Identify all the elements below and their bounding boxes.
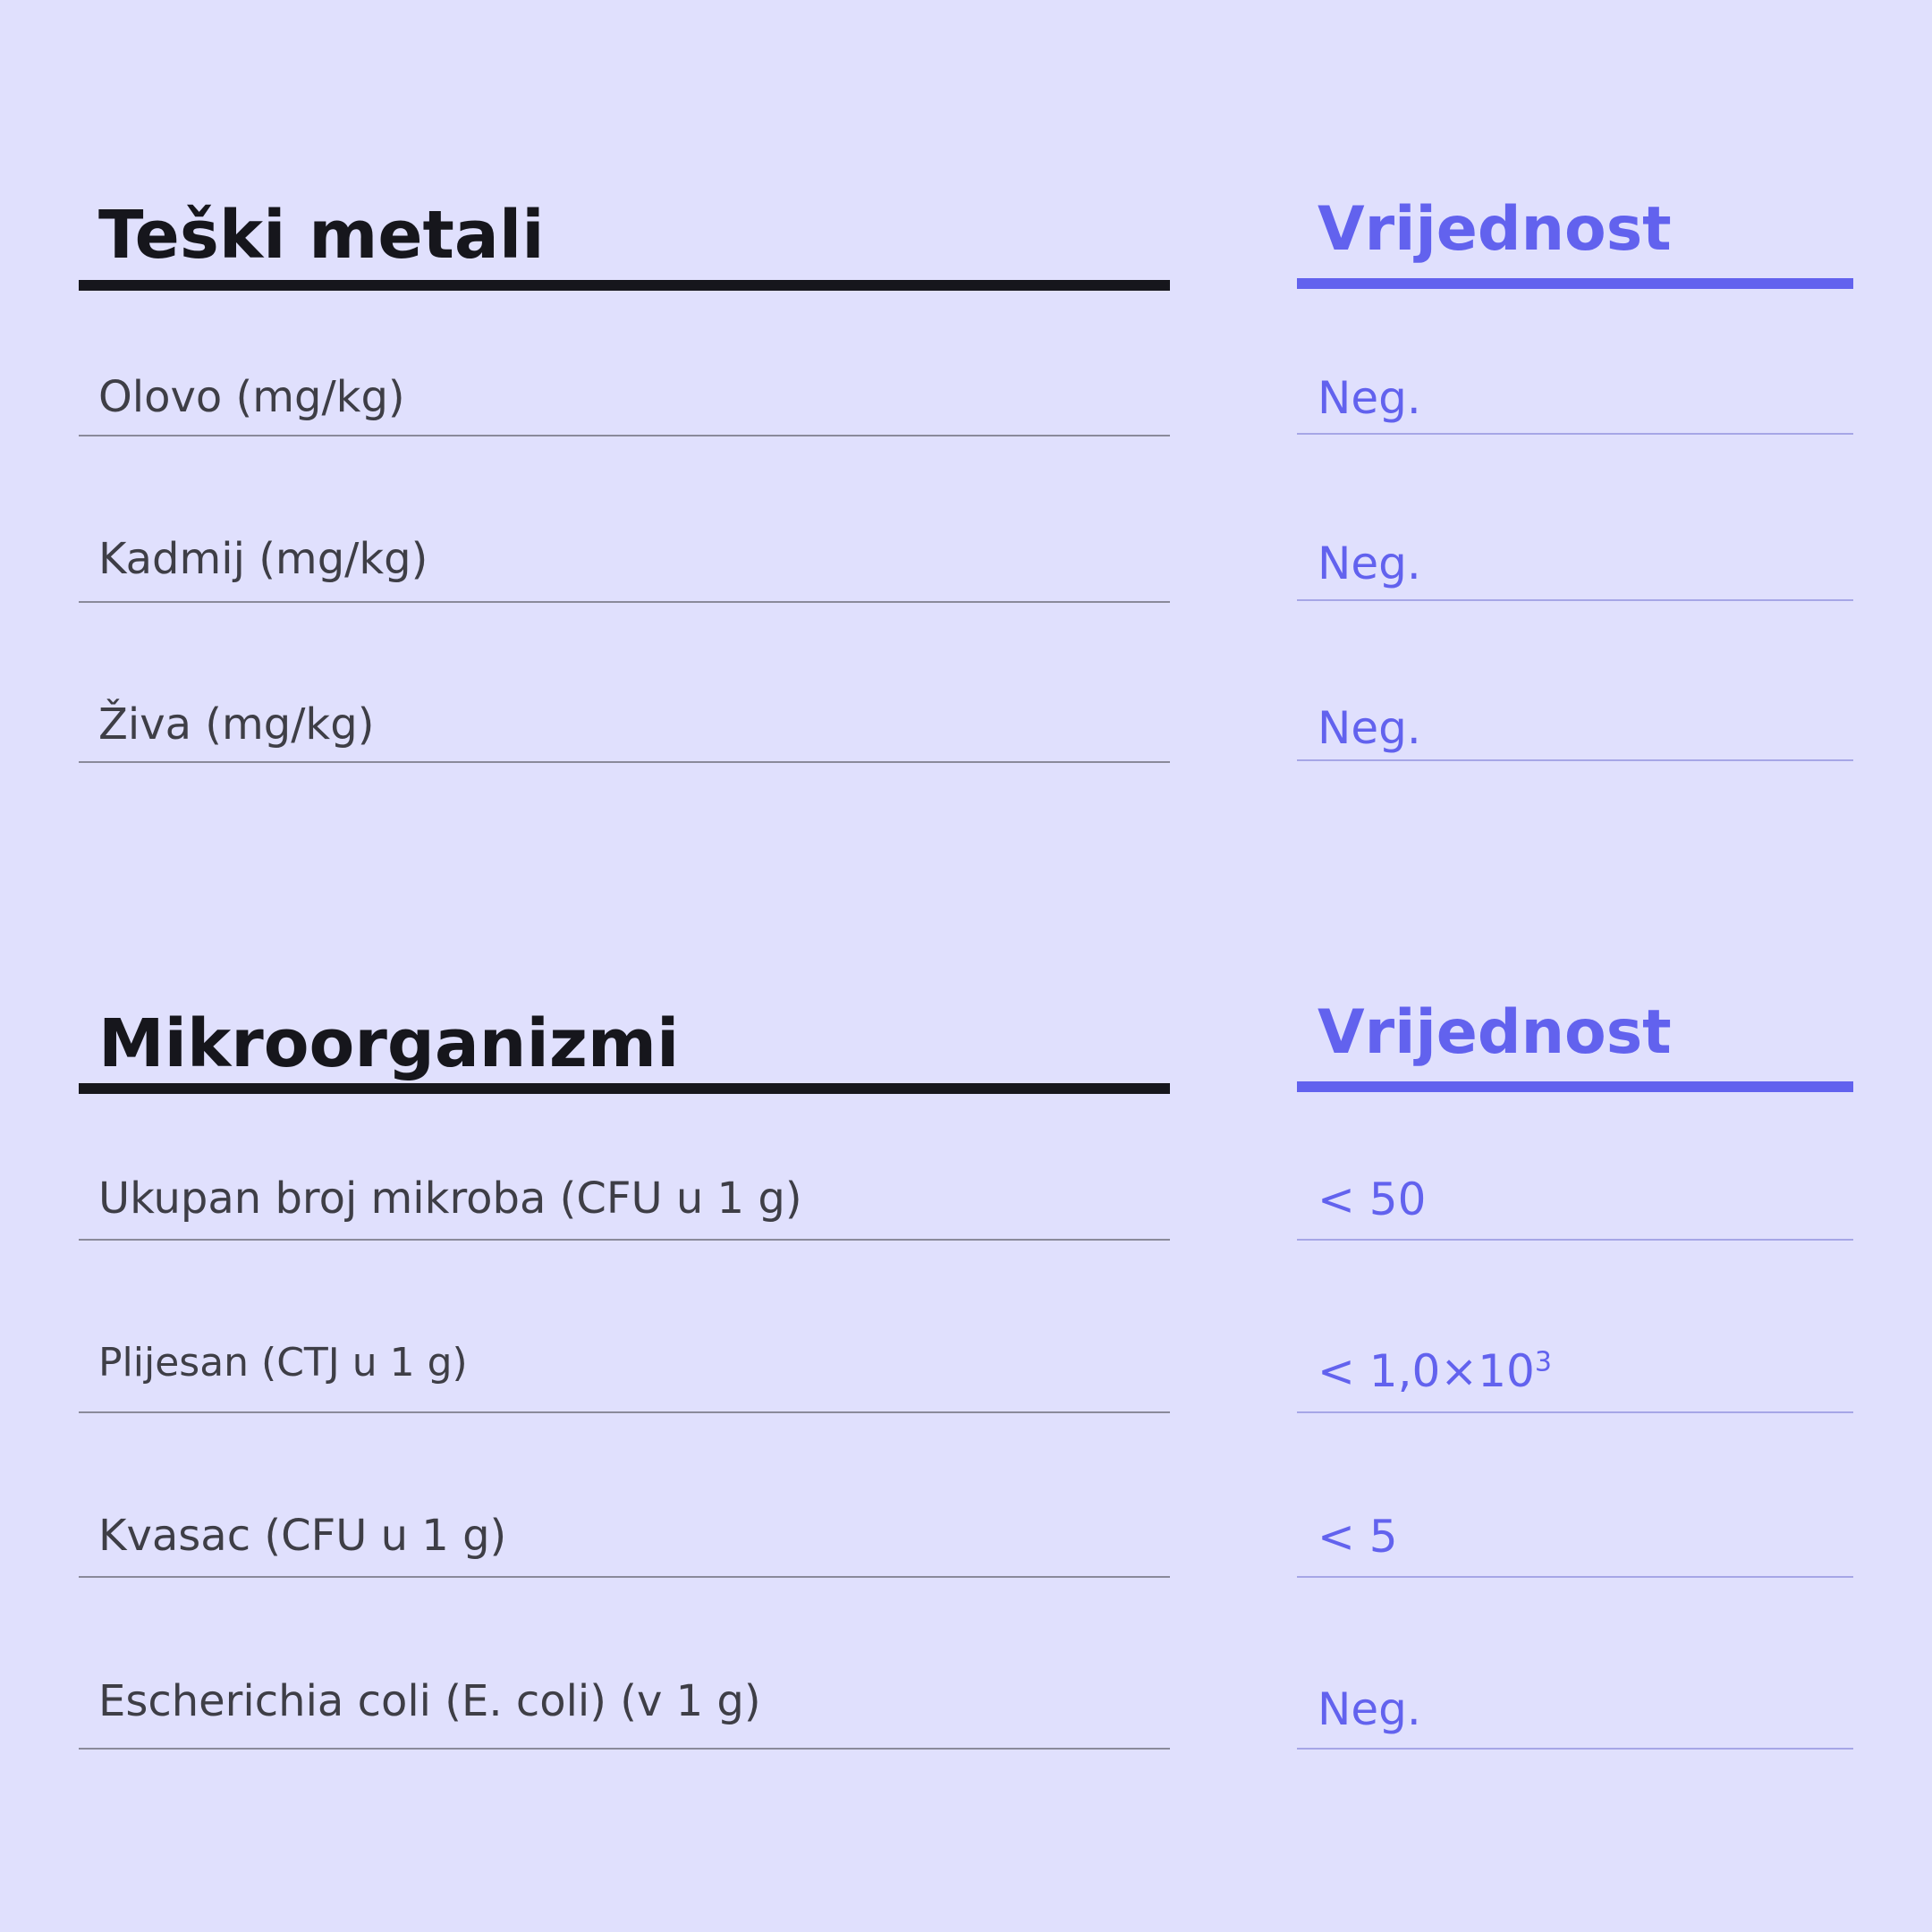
row-value-e-coli: Neg. — [1318, 1683, 1421, 1735]
row-label-cadmium: Kadmij (mg/kg) — [98, 534, 428, 584]
row-divider — [1297, 1748, 1853, 1750]
row-value-cadmium: Neg. — [1318, 538, 1421, 589]
microorganisms-title: Mikroorganizmi — [98, 1005, 680, 1082]
row-divider — [79, 435, 1170, 436]
row-label-lead: Olovo (mg/kg) — [98, 372, 405, 422]
row-divider — [79, 1411, 1170, 1413]
row-label-mold: Plijesan (CTJ u 1 g) — [98, 1340, 468, 1385]
heavy-metals-title: Teški metali — [98, 197, 545, 274]
row-divider — [79, 1748, 1170, 1750]
microorganisms-title-rule — [79, 1083, 1170, 1094]
row-value-mold-base: < 1,0×10 — [1318, 1345, 1535, 1397]
row-label-mercury: Živa (mg/kg) — [98, 699, 375, 750]
row-divider — [1297, 759, 1853, 761]
row-label-yeast: Kvasac (CFU u 1 g) — [98, 1511, 507, 1561]
row-label-total-microbes: Ukupan broj mikroba (CFU u 1 g) — [98, 1174, 802, 1224]
row-label-e-coli: Escherichia coli (E. coli) (v 1 g) — [98, 1676, 761, 1726]
row-divider — [1297, 433, 1853, 435]
row-value-total-microbes: < 50 — [1318, 1174, 1427, 1225]
row-value-yeast: < 5 — [1318, 1511, 1398, 1563]
row-divider — [79, 761, 1170, 763]
row-divider — [1297, 1576, 1853, 1578]
row-divider — [79, 601, 1170, 603]
heavy-metals-value-header-rule — [1297, 278, 1853, 289]
row-value-mercury: Neg. — [1318, 702, 1421, 754]
row-divider — [1297, 1239, 1853, 1241]
row-divider — [79, 1239, 1170, 1241]
row-divider — [1297, 1411, 1853, 1413]
row-value-mold-exponent: 3 — [1534, 1346, 1552, 1378]
heavy-metals-value-header: Vrijednost — [1318, 194, 1672, 265]
row-value-lead: Neg. — [1318, 372, 1421, 424]
microorganisms-value-header-rule — [1297, 1081, 1853, 1092]
row-value-mold — [1318, 1345, 1552, 1397]
row-divider — [1297, 599, 1853, 601]
row-divider — [79, 1576, 1170, 1578]
microorganisms-value-header: Vrijednost — [1318, 997, 1672, 1068]
heavy-metals-title-rule — [79, 280, 1170, 291]
